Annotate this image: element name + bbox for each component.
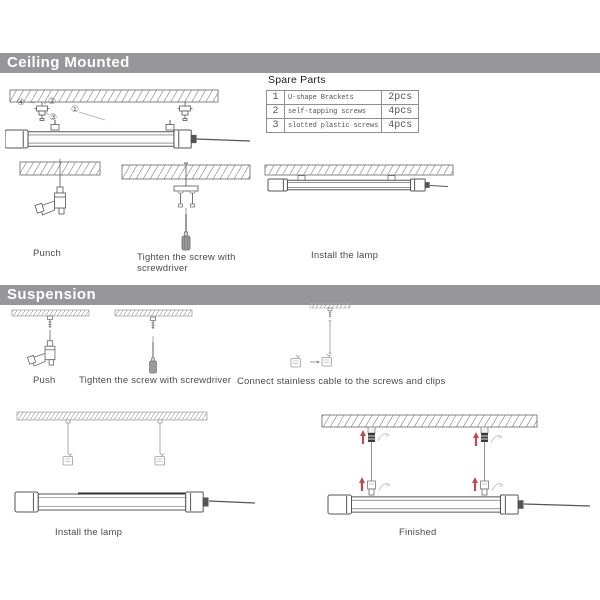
connect-cable-diagram [280,296,450,378]
part-number-cell: 3 [267,119,285,133]
screwdriver-handle [150,361,157,373]
lamp-icon [5,130,196,148]
clip-icon [63,453,73,465]
power-cable [524,504,590,506]
lamp-foot [51,125,59,131]
part-number-cell: 1 [267,91,285,105]
table-row [267,119,419,133]
table-row [267,105,419,119]
ceiling [115,310,192,316]
finished-diagram [315,405,600,520]
step-label-push: Push [33,375,56,386]
clip-icon [155,453,165,465]
screwdriver-ferrule [152,358,155,361]
part-qty-cell: 4pcs [382,105,419,119]
clip-icon [481,481,489,489]
lamp-icon [328,495,523,514]
screwdriver-handle [182,236,190,250]
lamp-icon [268,179,429,191]
washer [190,191,195,193]
part-qty-cell: 2pcs [382,91,419,105]
punch-diagram [15,158,115,253]
up-arrow-icon [359,477,365,491]
up-arrow-icon [473,432,479,446]
screw-head [191,204,195,207]
part-number-cell: 2 [267,105,285,119]
screw-head [66,420,70,423]
cable-fitting-icon [368,427,375,442]
power-cable [196,139,250,141]
push-diagram [8,300,108,380]
drill-icon [27,330,54,366]
ceiling [322,415,537,427]
ceiling-overview-diagram [5,86,255,158]
rotate-arrow-icon [492,483,503,491]
step-label-connect: Connect stainless cable to the screws and clips [237,376,446,387]
screw-head [179,204,183,207]
ceiling [310,303,350,308]
tighten-screw-suspension-diagram [110,300,210,380]
lamp-foot [482,489,487,495]
screw-head [158,420,162,423]
up-arrow-icon [472,477,478,491]
part-name-cell: self-tapping screws [285,105,382,119]
step-label-finished: Finished [399,527,437,538]
u-bracket-icon [178,102,193,121]
rotate-arrow-icon [379,483,390,491]
install-lamp-suspension-diagram [8,405,258,520]
screw-anchor-icon [48,316,53,328]
ceiling [10,90,218,102]
callout-3: ③ [48,113,58,123]
ceiling [17,412,207,420]
lamp-foot [166,125,174,131]
spare-parts-panel [266,74,419,133]
spare-parts-table [266,90,419,133]
screw-anchor-icon [151,317,156,329]
ceiling [265,165,453,175]
lamp-icon [15,492,208,512]
callout-4: ④ [16,98,26,108]
step-label-install-suspension: Install the lamp [55,527,123,538]
spare-parts-title: Spare Parts [268,74,326,86]
bracket-plate [174,186,198,191]
clip-icon [322,354,332,366]
callout-2: ② [47,97,57,107]
power-cable [430,186,448,187]
part-name-cell: slotted plastic screws [285,119,382,133]
clip-icon [291,355,301,367]
step-label-tighten: Tighten the screw with screwdriver [137,252,236,274]
section-header-suspension: Suspension [0,285,600,305]
step-label-install: Install the lamp [311,250,379,261]
ceiling [12,310,89,316]
drill-icon [35,175,66,215]
rotate-arrow-icon [378,433,389,441]
table-row [267,91,419,105]
section-header-ceiling-mounted: Ceiling Mounted [0,53,600,73]
part-qty-cell: 4pcs [382,119,419,133]
up-arrow-icon [360,430,366,444]
cable-fitting-icon [481,427,488,442]
arrow-head [317,361,320,364]
rotate-arrow-icon [491,435,502,443]
step-label-punch: Punch [33,248,61,259]
callout-leader [79,112,105,120]
part-name-cell: U-shape Brackets [285,91,382,105]
install-lamp-diagram [262,162,457,202]
step-label-tighten-suspension: Tighten the screw with screwdriver [79,375,232,386]
callout-1: ① [70,105,80,115]
screwdriver-ferrule [184,232,187,236]
washer [178,191,183,193]
lamp-foot [369,489,374,495]
screw-anchor-icon [328,308,332,318]
power-cable [209,501,255,503]
tighten-screw-diagram [118,162,255,262]
clip-icon [368,481,376,489]
